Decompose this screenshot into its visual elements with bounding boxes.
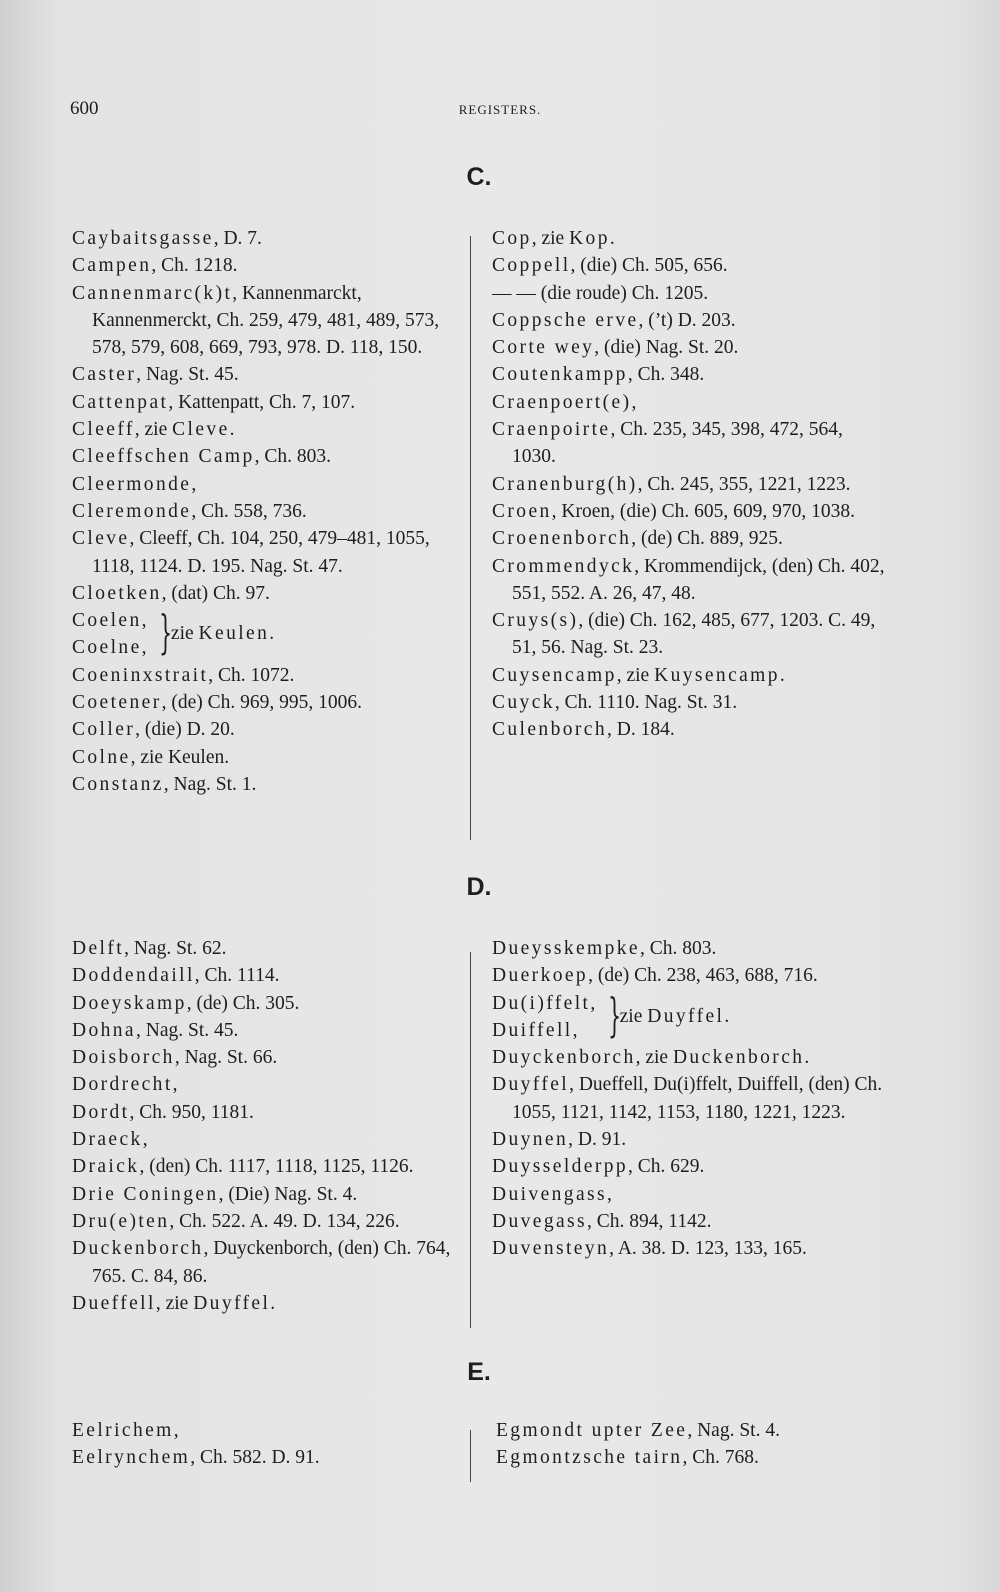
entry-refs: , Ch. 1072. bbox=[208, 664, 295, 686]
entry-refs: , Ch. 348. bbox=[627, 364, 705, 386]
column-e-left bbox=[72, 1417, 456, 1472]
column-divider-d bbox=[470, 952, 471, 1328]
entry-refs: , D. 184. bbox=[606, 719, 675, 741]
entry-refs: , Kroen, (die) Ch. 605, 609, 970, 1038. bbox=[551, 500, 855, 522]
section-letter-e: E. bbox=[467, 1358, 491, 1386]
entry-refs: , Ch. 1218. bbox=[151, 255, 238, 277]
bracketed-entry bbox=[492, 987, 892, 1045]
entry-term: Draeck bbox=[72, 1129, 143, 1151]
entry-term: Coeninxstrait bbox=[72, 664, 209, 686]
index-entry bbox=[72, 935, 456, 962]
entry-term: Coelen, bbox=[72, 610, 149, 632]
entry-refs: , (die) D. 20. bbox=[135, 719, 235, 741]
index-entry bbox=[72, 1017, 456, 1044]
index-entry bbox=[492, 334, 887, 361]
brace-icon: } bbox=[607, 987, 621, 1042]
entry-term: Cannenmarc(k)t bbox=[72, 282, 233, 304]
entry-term: Craenpoirte bbox=[492, 419, 611, 441]
entry-refs: . bbox=[779, 664, 785, 686]
index-entry bbox=[492, 1071, 892, 1126]
index-entry bbox=[492, 716, 887, 743]
entry-refs: , Kattenpatt, Ch. 7, 107. bbox=[168, 391, 356, 413]
entry-refs: , Duyckenborch, (den) Ch. 764, 765. C. 84, 86. bbox=[92, 1238, 451, 1287]
index-entry bbox=[492, 662, 887, 689]
bracketed-terms bbox=[492, 990, 598, 1045]
entry-term: Campen bbox=[72, 255, 152, 277]
entry-term: Du(i)ffelt, bbox=[492, 992, 598, 1014]
entry-refs: , zie bbox=[155, 1292, 194, 1314]
index-entry bbox=[492, 389, 887, 416]
entry-refs: , (die) Ch. 162, 485, 677, 1203. C. 49, 51, 56. Nag. St. 23. bbox=[512, 610, 876, 659]
entry-term: Dru(e)ten bbox=[72, 1210, 170, 1232]
index-entry bbox=[72, 252, 456, 279]
index-entry bbox=[72, 498, 456, 525]
entry-refs: , Ch. 803. bbox=[639, 938, 717, 959]
index-entry bbox=[72, 416, 456, 443]
index-entry bbox=[72, 962, 456, 989]
entry-refs: , bbox=[142, 1129, 148, 1151]
running-title: REGISTERS. bbox=[458, 102, 542, 117]
cross-ref-term: Duyffel. bbox=[647, 1005, 732, 1027]
index-entry bbox=[492, 416, 887, 471]
entry-refs: , Ch. 1110. Nag. St. 31. bbox=[554, 692, 738, 714]
entry-refs: , Ch. 558, 736. bbox=[191, 500, 307, 522]
entry-refs: , Nag. St. 4. bbox=[687, 1420, 780, 1441]
entry-refs: , (de) Ch. 889, 925. bbox=[631, 528, 783, 550]
index-entry bbox=[492, 280, 887, 307]
bracketed-terms bbox=[72, 607, 149, 662]
index-entry bbox=[496, 1444, 891, 1471]
index-entry bbox=[72, 361, 456, 388]
entry-refs: — — (die roude) Ch. 1205. bbox=[492, 282, 709, 304]
entry-term: Cleermonde bbox=[72, 473, 192, 495]
entry-term: Dordt bbox=[72, 1101, 130, 1123]
column-divider-e bbox=[470, 1430, 471, 1482]
index-entry bbox=[492, 935, 892, 962]
index-entry bbox=[72, 1208, 456, 1235]
index-entry bbox=[492, 1126, 892, 1153]
entry-term: Croen bbox=[492, 500, 552, 522]
index-entry bbox=[72, 1153, 456, 1180]
entry-refs: , zie bbox=[531, 228, 570, 249]
entry-refs: , Ch. 629. bbox=[628, 1156, 705, 1178]
entry-term: Coetener bbox=[72, 692, 162, 714]
entry-term: Cop bbox=[492, 228, 532, 249]
index-entry bbox=[72, 525, 456, 580]
page-number: 600 bbox=[70, 98, 99, 119]
entry-term: Coppsche erve bbox=[492, 309, 639, 331]
index-entry bbox=[492, 1044, 892, 1071]
entry-refs: , Ch. 803. bbox=[254, 446, 332, 468]
entry-term: Colne bbox=[72, 746, 131, 768]
cross-ref-term: Kuysencamp bbox=[654, 664, 780, 686]
entry-refs: . bbox=[804, 1047, 810, 1069]
entry-refs: , Ch. 582. D. 91. bbox=[190, 1447, 320, 1469]
index-entry bbox=[72, 389, 456, 416]
entry-term: Caybaitsgasse bbox=[72, 228, 214, 249]
entry-term: Dueffell bbox=[72, 1292, 156, 1314]
entry-refs: , (de) Ch. 969, 995, 1006. bbox=[161, 692, 362, 714]
index-entry bbox=[492, 307, 887, 334]
column-c-right bbox=[492, 225, 887, 744]
entry-term: Duiffell, bbox=[492, 1019, 580, 1041]
entry-term: Cattenpat bbox=[72, 391, 169, 413]
entry-term: Cranenburg(h) bbox=[492, 473, 638, 495]
index-entry bbox=[492, 498, 887, 525]
cross-ref-term: Kop bbox=[569, 228, 610, 249]
cross-ref-term: Duyffel bbox=[193, 1292, 271, 1314]
entry-refs: , Ch. 1114. bbox=[194, 965, 280, 987]
entry-term: Caster bbox=[72, 364, 137, 386]
index-entry bbox=[72, 1071, 456, 1098]
entry-refs: , D. 91. bbox=[568, 1129, 627, 1151]
entry-term: Duivengass bbox=[492, 1183, 607, 1205]
entry-term: Dordrecht bbox=[72, 1074, 173, 1096]
entry-refs: , (dat) Ch. 97. bbox=[161, 582, 270, 604]
index-entry bbox=[72, 1181, 456, 1208]
entry-refs: , A. 38. D. 123, 133, 165. bbox=[609, 1238, 807, 1260]
entry-term: Cloetken bbox=[72, 582, 162, 604]
entry-term: Duckenborch bbox=[72, 1238, 204, 1260]
index-entry bbox=[72, 990, 456, 1017]
entry-term: Eelrynchem bbox=[72, 1447, 191, 1469]
entry-refs: , Ch. 768. bbox=[682, 1447, 759, 1469]
column-d-right bbox=[492, 935, 892, 1263]
column-c-left bbox=[72, 225, 456, 798]
entry-term: Cuyck bbox=[492, 692, 555, 714]
entry-term: Doisborch bbox=[72, 1047, 175, 1069]
column-d-left bbox=[72, 935, 456, 1317]
entry-refs: , (die) Nag. St. 20. bbox=[594, 337, 739, 359]
bracketed-entry bbox=[72, 607, 456, 662]
index-entry bbox=[72, 580, 456, 607]
entry-term: Duvegass bbox=[492, 1210, 588, 1232]
entry-term: Corte wey bbox=[492, 337, 595, 359]
index-entry bbox=[492, 1153, 892, 1180]
index-entry bbox=[492, 525, 887, 552]
column-e-right bbox=[496, 1417, 891, 1472]
entry-refs: zie bbox=[619, 1005, 648, 1027]
entry-refs: , Nag. St. 1. bbox=[163, 773, 257, 795]
entry-term: Coutenkampp bbox=[492, 364, 628, 386]
entry-refs: , Nag. St. 62. bbox=[124, 938, 227, 959]
entry-refs: , bbox=[631, 391, 637, 413]
entry-term: Constanz bbox=[72, 773, 164, 795]
entry-term: Coelne, bbox=[72, 637, 149, 659]
entry-term: Cleeff bbox=[72, 419, 135, 441]
index-entry bbox=[72, 716, 456, 743]
index-entry bbox=[492, 471, 887, 498]
entry-refs: , bbox=[191, 473, 197, 495]
index-entry bbox=[72, 1099, 456, 1126]
entry-refs: , bbox=[607, 1183, 612, 1205]
index-entry bbox=[72, 1044, 456, 1071]
entry-term: Craenpoert(e) bbox=[492, 391, 632, 413]
index-entry bbox=[72, 471, 456, 498]
entry-refs: zie bbox=[170, 623, 199, 645]
entry-term: Cruys(s) bbox=[492, 610, 579, 632]
entry-refs: , zie bbox=[635, 1047, 673, 1069]
entry-refs: , (de) Ch. 238, 463, 688, 716. bbox=[588, 965, 818, 987]
index-entry bbox=[492, 225, 887, 252]
entry-refs: , Ch. 245, 355, 1221, 1223. bbox=[637, 473, 851, 495]
index-entry bbox=[492, 361, 887, 388]
index-entry bbox=[492, 553, 887, 608]
entry-refs: , Ch. 894, 1142. bbox=[587, 1210, 712, 1232]
entry-refs: , Dueffell, Du(i)ffelt, Duiffell, (den) Ch. 1055, 1121, 1142, 1153, 1180, 1221, 1223. bbox=[512, 1074, 883, 1123]
entry-refs: , (’t) D. 203. bbox=[638, 309, 736, 331]
index-entry bbox=[492, 1235, 892, 1262]
entry-term: Eelrichem bbox=[72, 1420, 174, 1441]
entry-term: Crommendyck bbox=[492, 555, 635, 577]
entry-refs: . bbox=[609, 228, 615, 249]
index-entry bbox=[72, 280, 456, 362]
section-letter-c: C. bbox=[466, 163, 492, 191]
index-entry bbox=[72, 225, 456, 252]
index-entry bbox=[72, 1126, 456, 1153]
entry-refs: , Ch. 522. A. 49. D. 134, 226. bbox=[169, 1210, 400, 1232]
entry-refs: , Nag. St. 45. bbox=[136, 364, 239, 386]
index-entry bbox=[72, 1235, 456, 1290]
entry-term: Doeyskamp bbox=[72, 992, 187, 1014]
entry-term: Doddendaill bbox=[72, 965, 195, 987]
entry-term: Duvensteyn bbox=[492, 1238, 610, 1260]
entry-refs: , (de) Ch. 305. bbox=[186, 992, 300, 1014]
entry-term: Dohna bbox=[72, 1019, 136, 1041]
entry-term: Egmontzsche tairn bbox=[496, 1447, 683, 1469]
entry-term: Culenborch bbox=[492, 719, 607, 741]
entry-refs: , (Die) Nag. St. 4. bbox=[218, 1183, 358, 1205]
entry-refs: , Nag. St. 66. bbox=[174, 1047, 278, 1069]
index-entry bbox=[492, 1181, 892, 1208]
column-divider-c bbox=[470, 236, 471, 840]
entry-refs: , Ch. 950, 1181. bbox=[129, 1101, 254, 1123]
entry-refs: , (die) Ch. 505, 656. bbox=[570, 255, 728, 277]
cross-ref-term: Duckenborch bbox=[672, 1047, 805, 1069]
index-entry bbox=[492, 1208, 892, 1235]
entry-term: Egmondt upter Zee bbox=[496, 1420, 688, 1441]
entry-refs: , Nag. St. 45. bbox=[136, 1019, 239, 1041]
entry-term: Coller bbox=[72, 719, 136, 741]
entry-term: Duynen bbox=[492, 1129, 569, 1151]
entry-refs: , bbox=[172, 1074, 178, 1096]
entry-term: Drie Coningen bbox=[72, 1183, 219, 1205]
entry-refs: , zie bbox=[616, 664, 655, 686]
brace-icon: } bbox=[158, 605, 173, 660]
index-entry bbox=[72, 1444, 456, 1471]
index-entry bbox=[72, 689, 456, 716]
entry-term: Delft bbox=[72, 938, 125, 959]
index-entry bbox=[492, 252, 887, 279]
cross-ref-term: Keulen. bbox=[198, 623, 277, 645]
entry-refs: , Krommendijck, (den) Ch. 402, 551, 552. A. 26, 47, 48. bbox=[512, 555, 885, 604]
index-entry bbox=[72, 744, 456, 771]
entry-term: Draick bbox=[72, 1156, 140, 1178]
index-entry bbox=[72, 662, 456, 689]
index-entry bbox=[72, 443, 456, 470]
entry-refs: . bbox=[229, 419, 235, 441]
entry-refs: , zie bbox=[134, 419, 173, 441]
entry-term: Cleve bbox=[72, 528, 130, 550]
entry-term: Duyckenborch bbox=[492, 1047, 636, 1069]
entry-refs: , zie Keulen. bbox=[130, 746, 230, 768]
cross-ref-term: Cleve bbox=[172, 419, 230, 441]
entry-term: Duyffel bbox=[492, 1074, 570, 1096]
entry-term: Croenenborch bbox=[492, 528, 632, 550]
entry-refs: , Cleeff, Ch. 104, 250, 479–481, 1055, 1118, 1124. D. 195. Nag. St. 47. bbox=[92, 528, 430, 577]
entry-term: Cuysencamp bbox=[492, 664, 617, 686]
section-letter-d: D. bbox=[466, 873, 492, 901]
index-entry bbox=[492, 962, 892, 989]
index-entry bbox=[492, 607, 887, 662]
entry-refs: , Ch. 235, 345, 398, 472, 564, 1030. bbox=[512, 419, 843, 468]
entry-refs: , bbox=[173, 1420, 179, 1441]
entry-term: Duerkoep bbox=[492, 965, 589, 987]
entry-term: Dueysskempke bbox=[492, 938, 640, 959]
entry-term: Cleremonde bbox=[72, 500, 192, 522]
entry-term: Cleeffschen Camp bbox=[72, 446, 255, 468]
index-entry bbox=[72, 1290, 456, 1317]
entry-refs: , (den) Ch. 1117, 1118, 1125, 1126. bbox=[139, 1156, 414, 1178]
index-entry bbox=[496, 1417, 891, 1444]
entry-term: Coppell bbox=[492, 255, 571, 277]
entry-refs: , Kannenmarckt, Kannenmerckt, Ch. 259, 479, 481, 489, 573, 578, 579, 608, 669, 793, 978. D. 118, 150. bbox=[92, 282, 440, 359]
entry-refs: . bbox=[270, 1292, 276, 1314]
entry-refs: , D. 7. bbox=[213, 228, 262, 249]
index-entry bbox=[72, 1417, 456, 1444]
index-entry bbox=[492, 689, 887, 716]
entry-term: Duysselderpp bbox=[492, 1156, 629, 1178]
index-entry bbox=[72, 771, 456, 798]
